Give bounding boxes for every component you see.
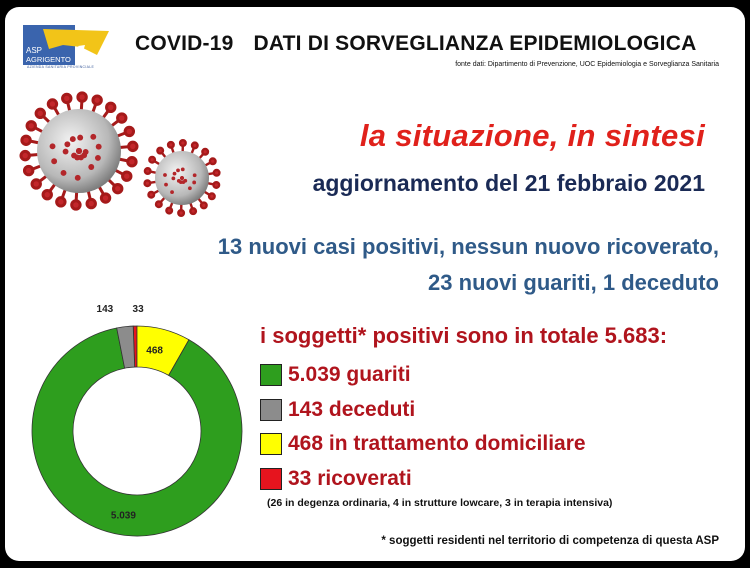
virus-surface-dot [76, 148, 82, 154]
hospital-detail: (26 in degenza ordinaria, 4 in strutture lowcare, 3 in terapia intensiva) [267, 497, 613, 509]
virus-surface-dot [188, 186, 192, 190]
virus-surface-dot [88, 164, 94, 170]
data-label-deceduti: 143 [96, 304, 114, 315]
asp-agrigento-logo [23, 25, 115, 77]
virus-spike-tip [202, 149, 208, 155]
virus-surface-dot [90, 134, 96, 140]
virus-spike-tip [43, 190, 51, 198]
virus-surface-dot [164, 183, 168, 187]
legend-label: 33 ricoverati [288, 467, 412, 490]
legend-label: 5.039 guariti [288, 363, 411, 386]
virus-spike-tip [32, 180, 40, 188]
virus-surface-dot [171, 176, 175, 180]
virus-surface-dot [50, 143, 56, 149]
virus-surface-dot [51, 158, 57, 164]
virus-spike-tip [156, 201, 162, 207]
virus-spike-tip [101, 194, 109, 202]
virus-spike-tip [214, 182, 220, 188]
legend-item-guariti [260, 363, 411, 387]
virus-spike-tip [145, 180, 151, 186]
virus-spike-tip [36, 109, 44, 117]
legend-swatch-ricoverati [260, 468, 282, 490]
virus-surface-dot [193, 173, 197, 177]
virus-spike-tip [123, 172, 131, 180]
virus-spike-tip [209, 193, 215, 199]
virus-surface-dot [83, 149, 89, 155]
total-positive: i soggetti* positivi sono in totale 5.683: [260, 323, 668, 348]
virus-surface-dot [77, 135, 83, 141]
virus-surface-dot [181, 168, 185, 172]
virus-surface-dot [192, 181, 196, 185]
legend-swatch-domiciliare [260, 433, 282, 455]
virus-surface-dot [180, 176, 184, 180]
data-source: fonte dati: Dipartimento di Prevenzione, UOC Epidemiologia e Sorveglianza Sanitaria [455, 61, 719, 68]
virus-surface-dot [61, 170, 67, 176]
legend-label: 143 deceduti [288, 398, 416, 421]
virus-spike-tip [114, 184, 122, 192]
legend-item-deceduti [260, 398, 415, 422]
virus-surface-dot [173, 172, 177, 176]
virus-spike-tip [72, 201, 80, 209]
virus-spike-tip [63, 94, 71, 102]
virus-spike-tip [145, 168, 151, 174]
footnote: * soggetti residenti nel territorio di competenza di questa ASP [381, 535, 719, 547]
data-label-ricoverati: 33 [132, 304, 144, 315]
virus-spike-tip [190, 208, 196, 214]
virus-surface-dot [176, 168, 180, 172]
legend-item-ricoverati [260, 467, 412, 491]
virus-surface-dot [183, 179, 187, 183]
summary-line-2: 23 nuovi guariti, 1 deceduto [428, 270, 719, 295]
virus-surface-dot [64, 141, 70, 147]
virus-spike-tip [201, 203, 207, 209]
legend-label: 468 in trattamento domiciliare [288, 432, 586, 455]
virus-surface-dot [70, 136, 76, 142]
virus-spike-tip [125, 127, 133, 135]
donut-chart [17, 293, 257, 538]
virus-surface-dot [95, 155, 101, 161]
virus-spike-tip [168, 142, 174, 148]
virus-spike-tip [166, 208, 172, 214]
legend-item-domiciliare [260, 432, 586, 456]
data-label-guariti: 5.039 [110, 510, 136, 522]
virus-spike-tip [78, 93, 86, 101]
title-main: DATI DI SORVEGLIANZA EPIDEMIOLOGICA [253, 32, 697, 55]
virus-spike-tip [128, 158, 136, 166]
virus-spike-tip [192, 143, 198, 149]
logo-text-asp: ASP [26, 46, 43, 55]
page-title [135, 32, 696, 56]
virus-spike-tip [214, 170, 220, 176]
virus-spike-tip [118, 114, 126, 122]
virus-surface-dot [96, 144, 102, 150]
title-covid: COVID-19 [135, 32, 234, 55]
headline: la situazione, in sintesi [359, 118, 705, 153]
coronavirus-illustration-small [141, 137, 223, 219]
legend-swatch-deceduti [260, 399, 282, 421]
virus-surface-dot [170, 190, 174, 194]
virus-spike-tip [148, 192, 154, 198]
update-date: aggiornamento del 21 febbraio 2021 [312, 170, 705, 196]
data-label-domiciliare: 468 [146, 345, 163, 357]
virus-spike-tip [24, 166, 32, 174]
virus-spike-tip [87, 199, 95, 207]
virus-spike-tip [22, 136, 30, 144]
coronavirus-illustration-large [17, 89, 141, 213]
virus-surface-dot [163, 173, 167, 177]
summary-line-1: 13 nuovi casi positivi, nessun nuovo ricoverato, [217, 234, 719, 259]
virus-spike-tip [157, 148, 163, 154]
virus-surface-dot [63, 149, 69, 155]
logo-text-agrigento: AGRIGENTO [26, 55, 71, 64]
virus-spike-tip [180, 140, 186, 146]
virus-spike-tip [93, 96, 101, 104]
virus-spike-tip [129, 142, 137, 150]
virus-spike-tip [57, 198, 65, 206]
virus-spike-tip [210, 158, 216, 164]
infographic-card [5, 7, 745, 561]
virus-spike-tip [27, 122, 35, 130]
virus-spike-tip [178, 210, 184, 216]
virus-spike-tip [107, 103, 115, 111]
virus-spike-tip [21, 151, 29, 159]
virus-surface-dot [75, 175, 81, 181]
virus-spike-tip [149, 157, 155, 163]
virus-spike-tip [48, 100, 56, 108]
logo-subtitle: AZIENDA SANITARIA PROVINCIALE [27, 65, 95, 69]
legend-swatch-guariti [260, 364, 282, 386]
